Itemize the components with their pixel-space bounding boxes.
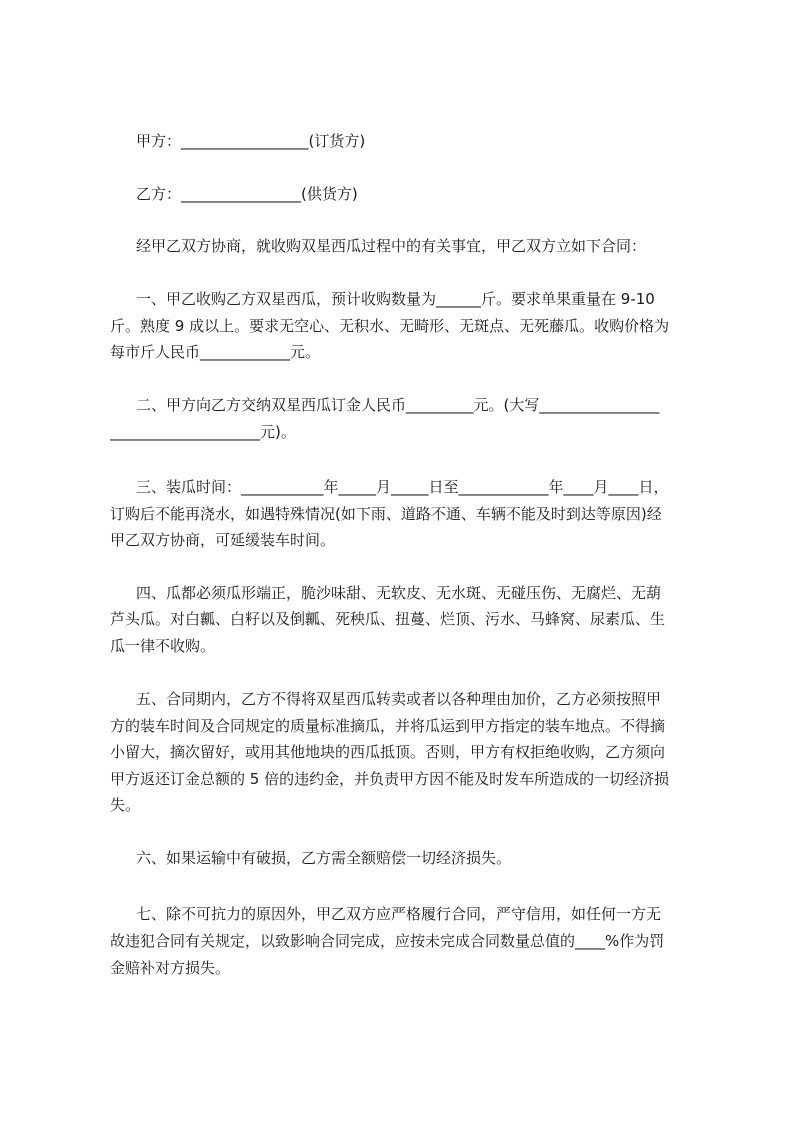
clause-4-line: 芦头瓜。对白瓤、白籽以及倒瓤、死秧瓜、扭蔓、烂顶、污水、马蜂窝、尿素瓜、生 [110,610,666,628]
clause-6-line: 六、如果运输中有破损，乙方需全额赔偿一切经济损失。 [136,849,512,867]
clause-5-line: 小留大，摘次留好，或用其他地块的西瓜抵顶。否则，甲方有权拒绝收购，乙方须向 [110,743,666,761]
party-b-line: 乙方：________________(供货方) [136,185,358,203]
clause-1-line: 斤。熟度 9 成以上。要求无空心、无积水、无畸形、无斑点、无死藤瓜。收购价格为 [110,317,670,335]
clause-7-line: 七、除不可抗力的原因外，甲乙双方应严格履行合同，严守信用，如任何一方无 [136,905,662,923]
clause-3-line: 三、装瓜时间：___________年_____月_____日至____________年____月____日， [136,478,669,496]
clause-3-line: 甲乙双方协商，可延缓装车时间。 [110,531,336,549]
clause-7-line: 金赔补对方损失。 [110,959,231,977]
clause-2-line: 二、甲方向乙方交纳双星西瓜订金人民币_________元。(大写________________ [136,396,660,414]
clause-3-line: 订购后不能再浇水，如遇特殊情况(如下雨、道路不通、车辆不能及时到达等原因)经 [110,505,662,523]
clause-5-line: 方的装车时间及合同规定的质量标准摘瓜，并将瓜运到甲方指定的装车地点。不得摘 [110,717,666,735]
clause-2-line: ____________________元)。 [110,423,296,441]
clause-5-line: 甲方返还订金总额的 5 倍的违约金，并负责甲方因不能及时发车所造成的一切经济损 [110,770,670,788]
intro-paragraph: 经甲乙双方协商，就收购双星西瓜过程中的有关事宜，甲乙双方立如下合同： [136,237,647,255]
party-a-line: 甲方：_________________(订货方) [136,132,366,150]
clause-1-line: 一、甲乙收购乙方双星西瓜，预计收购数量为______斤。要求单果重量在 9-10 [136,290,655,308]
clause-5-line: 五、合同期内，乙方不得将双星西瓜转卖或者以各种理由加价，乙方必须按照甲 [136,690,662,708]
clause-7-line: 故违犯合同有关规定，以致影响合同完成，应按未完成合同数量总值的____%作为罚 [110,932,665,950]
clause-4-line: 四、瓜都必须瓜形端正，脆沙味甜、无软皮、无水斑、无碰压伤、无腐烂、无葫 [136,584,662,602]
clause-5-line: 失。 [110,796,141,814]
clause-1-line: 每市斤人民币____________元。 [110,343,321,361]
clause-4-line: 瓜一律不收购。 [110,637,216,655]
